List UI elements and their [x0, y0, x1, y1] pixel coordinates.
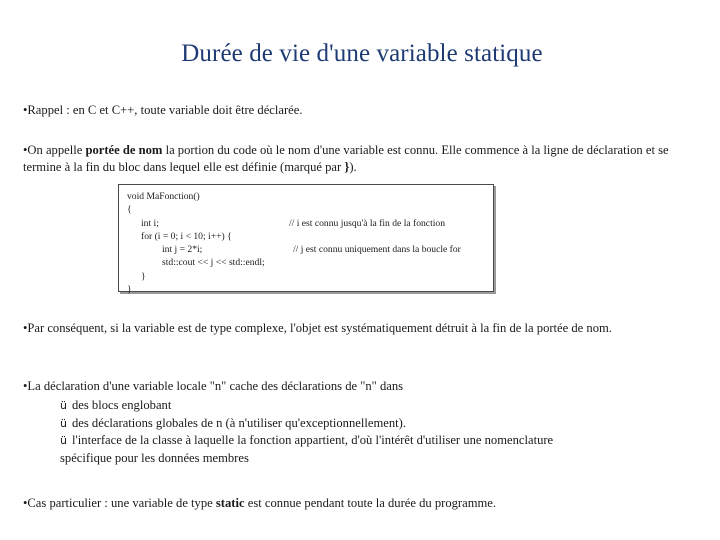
code-text: } — [127, 284, 132, 296]
bullet-consequence: •Par conséquent, si la variable est de type complexe, l'objet est systématiquement détruit à la fin de la portée de nom. — [23, 321, 612, 335]
code-text: std::cout << j << std::endl; — [162, 257, 265, 269]
code-line — [127, 243, 493, 256]
sub-item-text: l'interface de la classe à laquelle la fonction appartient, d'où l'intérêt d'utiliser une nomenclature — [72, 433, 554, 447]
sub-item — [60, 415, 680, 433]
bullet-portee-text-c: ). — [349, 160, 357, 174]
check-icon: ü — [60, 416, 67, 430]
bullet-static-bold: static — [215, 496, 245, 510]
code-text: for (i = 0; i < 10; i++) { — [141, 230, 232, 242]
sub-list — [60, 397, 680, 467]
code-comment: // j est connu uniquement dans la boucle for — [293, 244, 461, 256]
check-icon: ü — [60, 399, 67, 412]
sub-item — [60, 397, 680, 415]
sub-item-text: des blocs englobant — [72, 398, 172, 412]
bullet-rappel: •Rappel : en C et C++, toute variable doit être déclarée. — [23, 103, 303, 117]
bullet-portee — [23, 142, 693, 176]
code-line — [127, 270, 493, 283]
code-text: int j = 2*i; — [162, 244, 203, 256]
code-text: { — [127, 204, 132, 216]
sub-item-continuation: spécifique pour les données membres — [60, 450, 249, 465]
code-line — [127, 217, 493, 230]
bullet-portee-text-a: •On appelle — [23, 143, 86, 157]
code-line — [127, 283, 493, 296]
bullet-static — [23, 495, 693, 512]
sub-item — [60, 432, 680, 450]
bullet-static-text-a: •Cas particulier : une variable de type — [23, 496, 216, 510]
bullet-portee-brace: } — [344, 160, 350, 174]
check-icon: ü — [60, 434, 67, 447]
bullet-static-text-b: est connue pendant toute la durée du programme. — [244, 496, 497, 510]
code-text: } — [141, 270, 146, 282]
code-line — [127, 256, 493, 269]
code-line — [127, 230, 493, 243]
code-block — [118, 184, 494, 296]
bullet-portee-text-b: la portion du code où le nom d'une variable est connu. Elle commence à la ligne de déclaration et se termine à la fin du bloc dans lequel elle est définie (marqué par — [23, 143, 669, 174]
code-line — [127, 190, 493, 203]
code-line — [127, 203, 493, 216]
code-text: void MaFonction() — [127, 191, 200, 202]
bullet-declaration: •La déclaration d'une variable locale "n" cache des déclarations de "n" dans — [23, 379, 404, 393]
sub-item-text: des déclarations globales de n (à n'utiliser qu'exceptionnellement). — [72, 415, 406, 430]
code-comment: // i est connu jusqu'à la fin de la fonction — [289, 217, 445, 229]
bullet-portee-bold: portée de nom — [85, 143, 163, 157]
slide-title: Durée de vie d'une variable statique — [181, 40, 543, 67]
code-text: int i; — [141, 217, 159, 229]
